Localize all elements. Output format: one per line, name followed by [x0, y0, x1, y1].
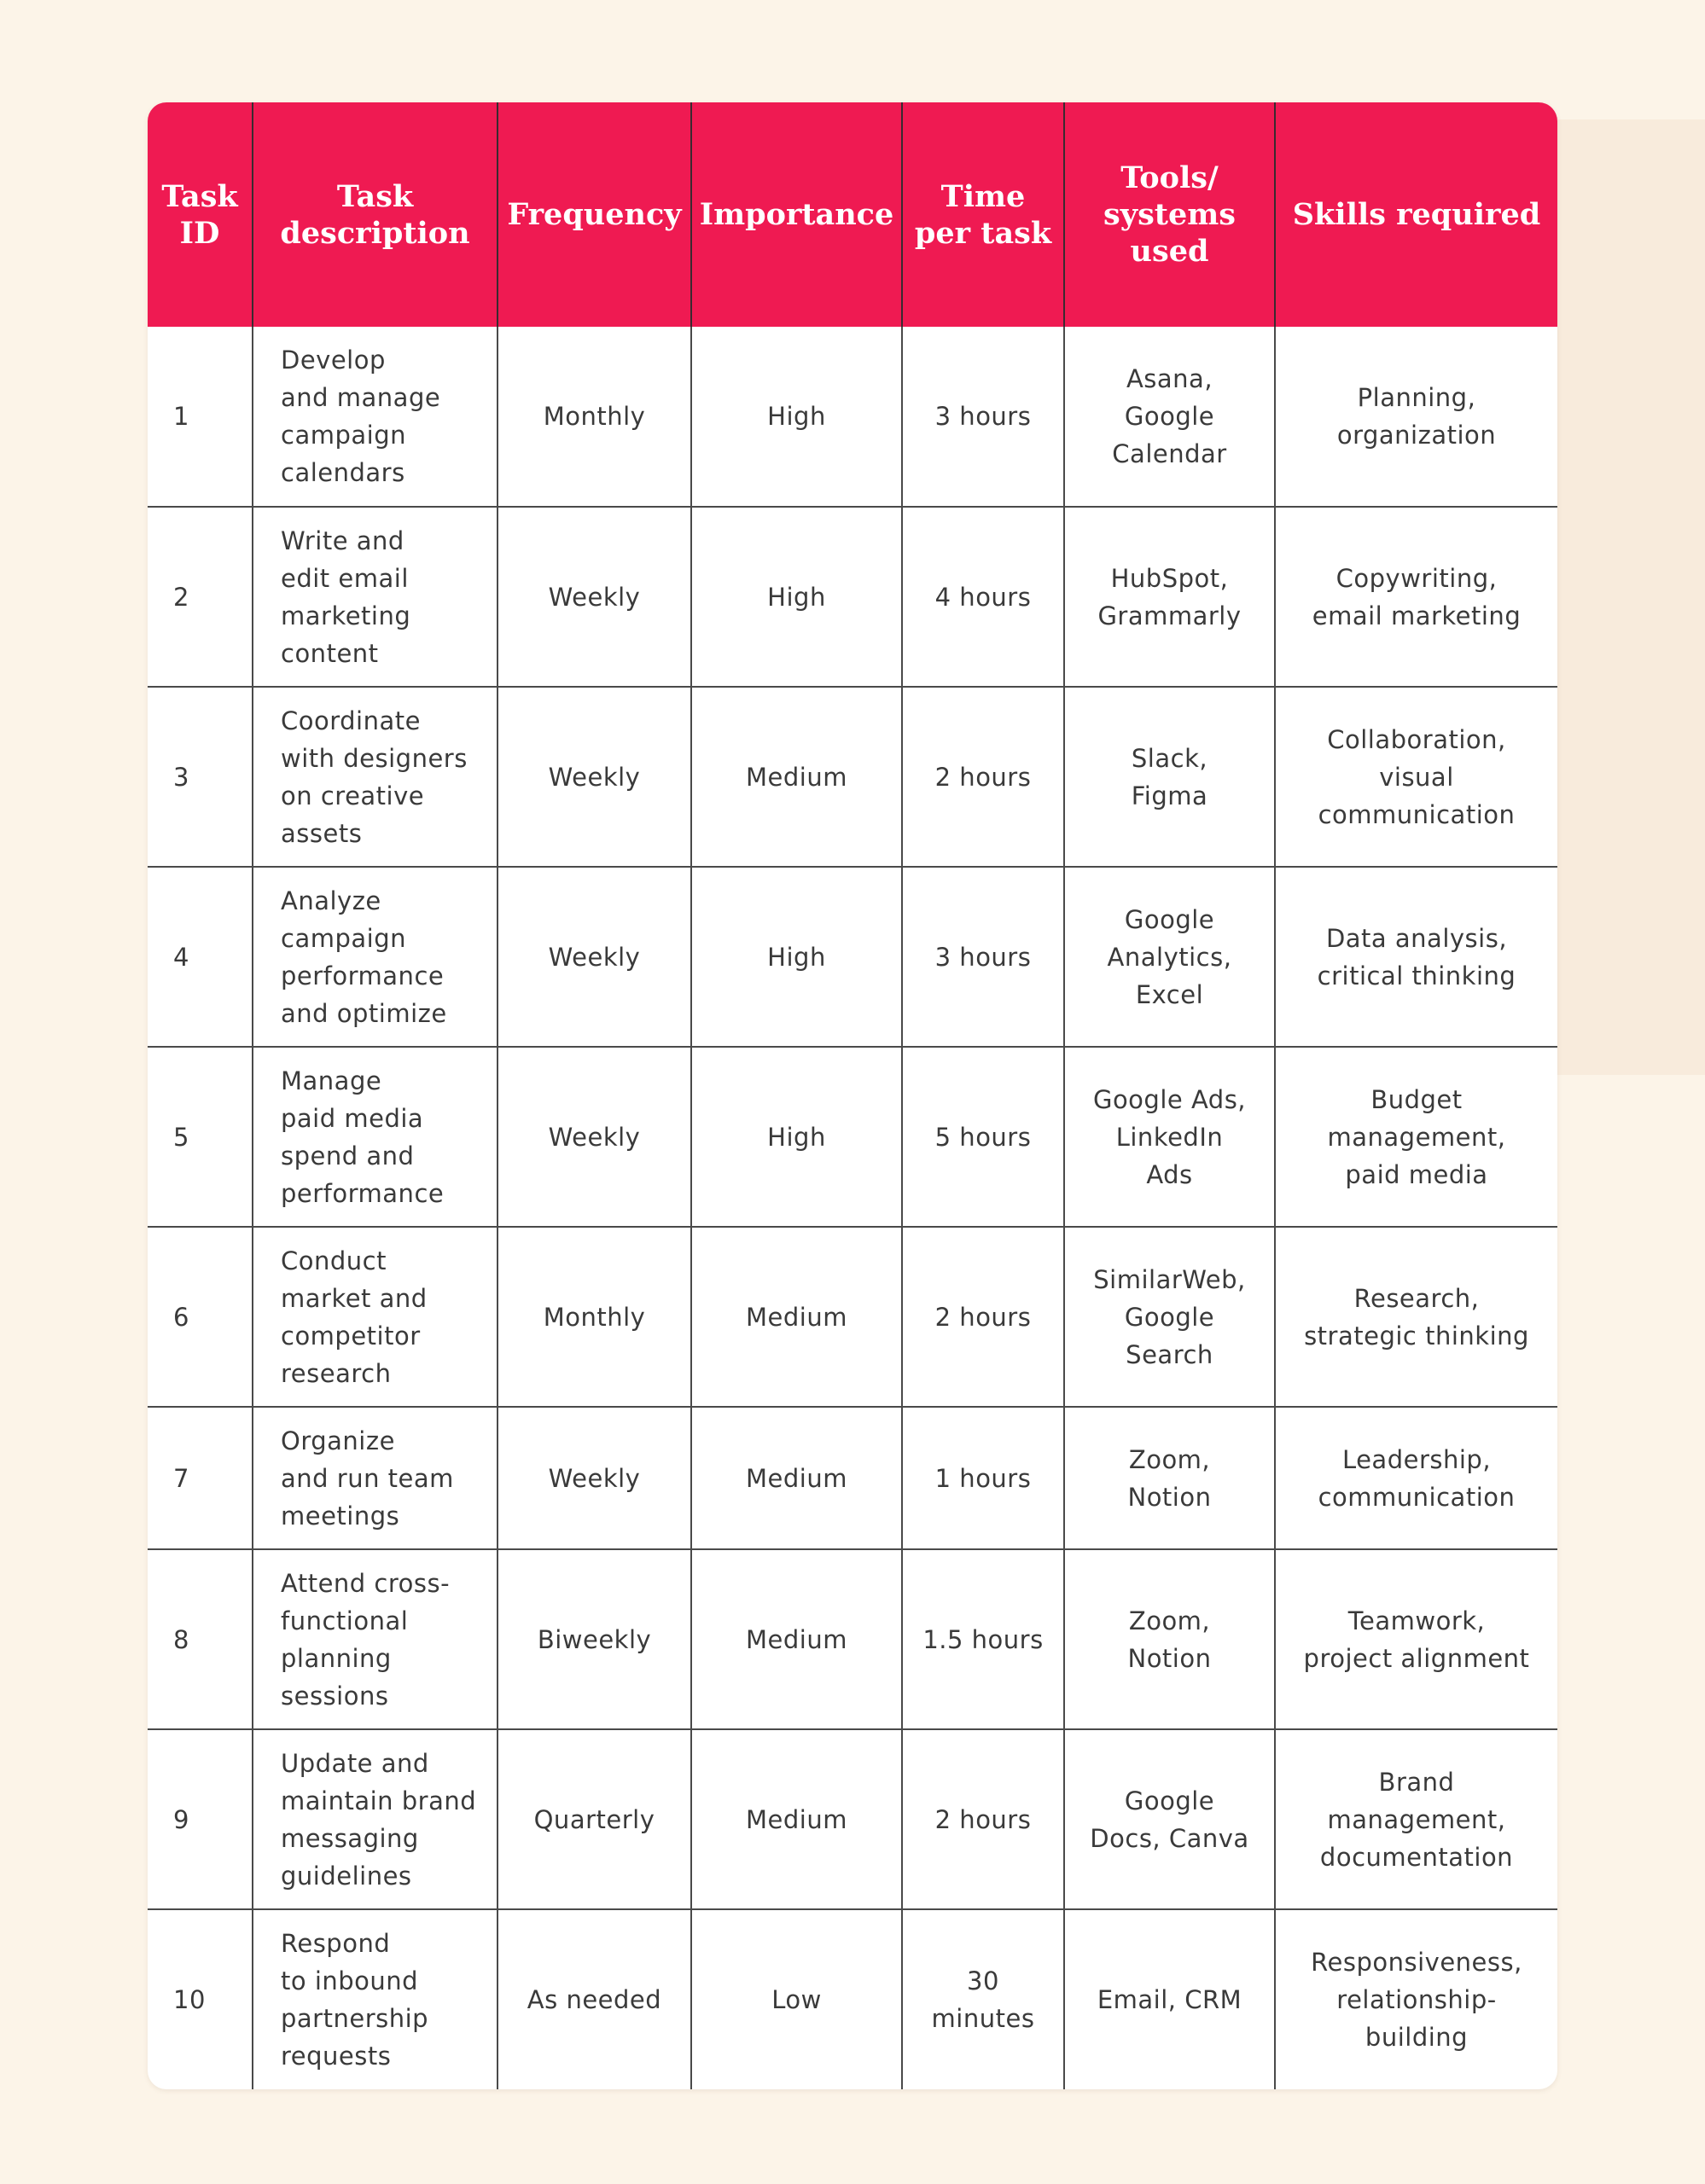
table-row: [148, 1047, 1557, 1227]
cell-tools: SimilarWeb, Google Search: [1064, 1227, 1275, 1407]
cell-tools: Zoom, Notion: [1064, 1407, 1275, 1549]
header-time-per-task: Time per task: [902, 102, 1064, 327]
cell-skills: Responsiveness, relationship- building: [1275, 1909, 1557, 2089]
cell-tools: Google Docs, Canva: [1064, 1729, 1275, 1909]
cell-importance: High: [691, 327, 902, 507]
cell-importance: High: [691, 1047, 902, 1227]
cell-frequency: Weekly: [498, 1407, 691, 1549]
header-tools-systems: Tools/ systems used: [1064, 102, 1275, 327]
cell-frequency: Monthly: [498, 327, 691, 507]
cell-frequency: Weekly: [498, 1047, 691, 1227]
cell-task-description: Analyze campaign performance and optimize: [253, 867, 498, 1047]
cell-task-id: 10: [148, 1909, 253, 2089]
cell-tools: Slack, Figma: [1064, 687, 1275, 867]
table-row: [148, 1227, 1557, 1407]
cell-frequency: Weekly: [498, 867, 691, 1047]
cell-tools: Asana, Google Calendar: [1064, 327, 1275, 507]
cell-skills: Budget management, paid media: [1275, 1047, 1557, 1227]
cell-time-per-task: 1 hours: [902, 1407, 1064, 1549]
cell-time-per-task: 5 hours: [902, 1047, 1064, 1227]
cell-time-per-task: 30 minutes: [902, 1909, 1064, 2089]
header-importance: Importance: [691, 102, 902, 327]
cell-task-description: Manage paid media spend and performance: [253, 1047, 498, 1227]
table-row: [148, 867, 1557, 1047]
cell-skills: Collaboration, visual communication: [1275, 687, 1557, 867]
cell-skills: Leadership, communication: [1275, 1407, 1557, 1549]
table-row: [148, 1549, 1557, 1729]
cell-importance: Low: [691, 1909, 902, 2089]
table-row: [148, 687, 1557, 867]
task-table-card: [148, 102, 1557, 2089]
header-task-id: Task ID: [161, 178, 238, 251]
cell-task-id: 9: [148, 1729, 253, 1909]
cell-task-id: 3: [148, 687, 253, 867]
header-frequency: Frequency: [498, 102, 691, 327]
cell-task-id: 6: [148, 1227, 253, 1407]
cell-importance: Medium: [691, 1729, 902, 1909]
cell-time-per-task: 1.5 hours: [902, 1549, 1064, 1729]
cell-task-description: Update and maintain brand messaging guidelines: [253, 1729, 498, 1909]
cell-task-description: Organize and run team meetings: [253, 1407, 498, 1549]
table-row: [148, 327, 1557, 507]
cell-skills: Data analysis, critical thinking: [1275, 867, 1557, 1047]
table-row: [148, 1407, 1557, 1549]
cell-skills: Brand management, documentation: [1275, 1729, 1557, 1909]
cell-time-per-task: 2 hours: [902, 687, 1064, 867]
cell-importance: Medium: [691, 1407, 902, 1549]
header-task-description: Task description: [253, 102, 498, 327]
cell-importance: High: [691, 507, 902, 687]
cell-task-id: 7: [148, 1407, 253, 1549]
table-row: [148, 1729, 1557, 1909]
cell-importance: Medium: [691, 1549, 902, 1729]
cell-skills: Copywriting, email marketing: [1275, 507, 1557, 687]
cell-frequency: Monthly: [498, 1227, 691, 1407]
cell-tools: Google Ads, LinkedIn Ads: [1064, 1047, 1275, 1227]
cell-task-id: 5: [148, 1047, 253, 1227]
cell-importance: Medium: [691, 687, 902, 867]
cell-task-id: 1: [173, 402, 189, 431]
cell-frequency: As needed: [498, 1909, 691, 2089]
cell-frequency: Biweekly: [498, 1549, 691, 1729]
cell-frequency: Weekly: [498, 507, 691, 687]
cell-task-description: Develop and manage campaign calendars: [253, 327, 498, 507]
cell-tools: HubSpot, Grammarly: [1064, 507, 1275, 687]
cell-task-description: Write and edit email marketing content: [253, 507, 498, 687]
table-row: [148, 1909, 1557, 2089]
cell-task-id: 8: [148, 1549, 253, 1729]
cell-frequency: Quarterly: [498, 1729, 691, 1909]
cell-skills: Teamwork, project alignment: [1275, 1549, 1557, 1729]
cell-skills: Planning, organization: [1275, 327, 1557, 507]
cell-tools: Email, CRM: [1064, 1909, 1275, 2089]
cell-time-per-task: 2 hours: [902, 1227, 1064, 1407]
cell-task-id: 4: [148, 867, 253, 1047]
cell-skills: Research, strategic thinking: [1275, 1227, 1557, 1407]
cell-time-per-task: 3 hours: [902, 327, 1064, 507]
cell-tools: Zoom, Notion: [1064, 1549, 1275, 1729]
header-skills-required: Skills required: [1275, 102, 1557, 327]
cell-time-per-task: 4 hours: [902, 507, 1064, 687]
cell-task-description: Attend cross- functional planning sessions: [253, 1549, 498, 1729]
cell-task-description: Conduct market and competitor research: [253, 1227, 498, 1407]
cell-task-description: Coordinate with designers on creative assets: [253, 687, 498, 867]
table-header-row: [148, 102, 1557, 327]
cell-frequency: Weekly: [498, 687, 691, 867]
cell-task-id: 2: [148, 507, 253, 687]
cell-time-per-task: 2 hours: [902, 1729, 1064, 1909]
cell-importance: High: [691, 867, 902, 1047]
cell-task-description: Respond to inbound partnership requests: [253, 1909, 498, 2089]
cell-time-per-task: 3 hours: [902, 867, 1064, 1047]
task-table: [148, 102, 1557, 2089]
cell-tools: Google Analytics, Excel: [1064, 867, 1275, 1047]
table-row: [148, 507, 1557, 687]
cell-importance: Medium: [691, 1227, 902, 1407]
